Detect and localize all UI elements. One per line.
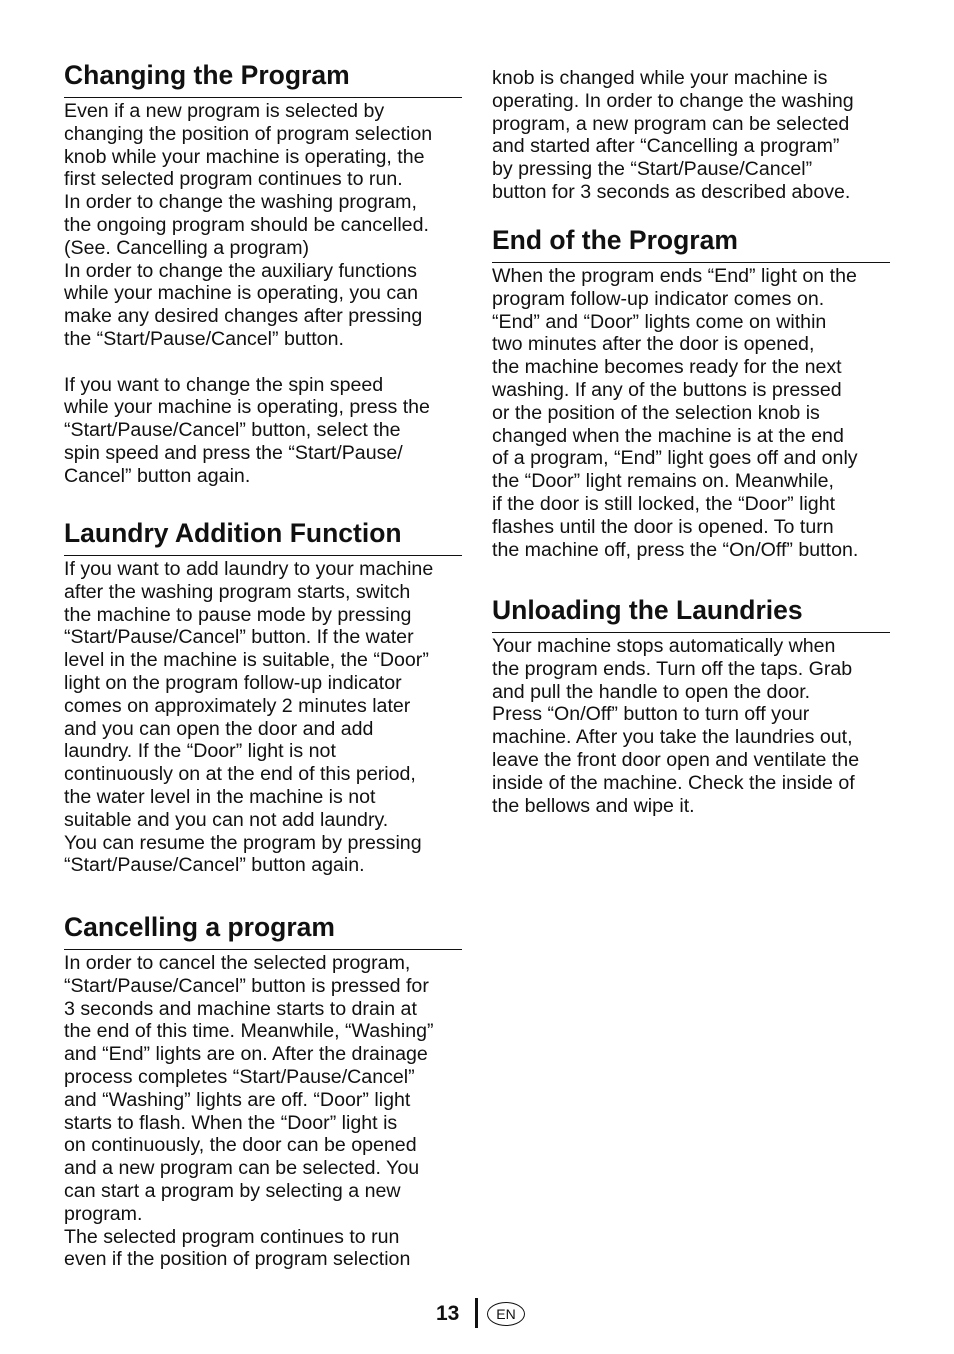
text-line: changing the position of program selection xyxy=(64,122,433,145)
text-line: of a program, “End” light goes off and only xyxy=(492,447,858,470)
text-line: even if the position of program selection xyxy=(64,1248,411,1271)
text-line: can start a program by selecting a new xyxy=(64,1179,401,1202)
paragraph-gap xyxy=(64,351,462,374)
text-line: operating. In order to change the washing xyxy=(492,89,854,112)
text-line: changed when the machine is at the end xyxy=(492,424,844,447)
text-line: by pressing the “Start/Pause/Cancel” xyxy=(492,158,813,181)
section-title: Unloading the Laundries xyxy=(492,595,890,633)
text-line: “Start/Pause/Cancel” button is pressed for xyxy=(64,974,429,997)
text-line: If you want to add laundry to your machine xyxy=(64,558,434,580)
text-line: program. xyxy=(64,1202,143,1225)
text-line: continuously on at the end of this period, xyxy=(64,763,416,786)
section-body xyxy=(64,952,462,1271)
text-line: laundry. If the “Door” light is not xyxy=(64,740,336,763)
text-line: “Start/Pause/Cancel” button again. xyxy=(64,854,365,877)
text-line: “Start/Pause/Cancel” button, select the xyxy=(64,419,401,442)
section-continuation xyxy=(492,65,890,204)
text-line: the “Start/Pause/Cancel” button. xyxy=(64,327,344,350)
text-line: the machine becomes ready for the next xyxy=(492,356,842,379)
text-line: program follow-up indicator comes on. xyxy=(492,287,825,310)
text-line: When the program ends “End” light on the xyxy=(492,265,857,287)
text-line: if the door is still locked, the “Door” light xyxy=(492,492,836,515)
text-line: button for 3 seconds as described above. xyxy=(492,180,851,203)
text-line: In order to change the auxiliary functions xyxy=(64,259,417,282)
text-line: knob while your machine is operating, the xyxy=(64,145,425,168)
text-line: and pull the handle to open the door. xyxy=(492,680,811,703)
text-line: or the position of the selection knob is xyxy=(492,401,820,424)
section-body xyxy=(492,635,890,817)
section-title: End of the Program xyxy=(492,225,890,263)
text-line: on continuously, the door can be opened xyxy=(64,1134,417,1157)
section-body xyxy=(64,558,462,877)
text-line: 3 seconds and machine starts to drain at xyxy=(64,997,417,1020)
text-line: after the washing program starts, switch xyxy=(64,580,411,603)
text-line: leave the front door open and ventilate the xyxy=(492,748,860,771)
text-line: and you can open the door and add xyxy=(64,717,374,740)
text-line: “End” and “Door” lights come on within xyxy=(492,310,827,333)
text-line: the ongoing program should be cancelled. xyxy=(64,213,429,236)
text-line: knob is changed while your machine is xyxy=(492,67,828,89)
text-line: the bellows and wipe it. xyxy=(492,794,695,817)
text-line: the “Door” light remains on. Meanwhile, xyxy=(492,470,834,493)
text-line: “Start/Pause/Cancel” button. If the water xyxy=(64,626,414,649)
footer-divider xyxy=(475,1298,478,1328)
section-laundry-addition-function xyxy=(64,518,462,877)
section-title: Changing the Program xyxy=(64,60,462,98)
text-line: inside of the machine. Check the inside of xyxy=(492,771,855,794)
section-body xyxy=(64,100,462,488)
text-line: washing. If any of the buttons is pressed xyxy=(492,378,842,401)
section-body xyxy=(492,67,890,204)
text-line: first selected program continues to run. xyxy=(64,168,403,191)
text-line: starts to flash. When the “Door” light is xyxy=(64,1111,398,1134)
text-line: The selected program continues to run xyxy=(64,1225,400,1248)
text-line: the machine to pause mode by pressing xyxy=(64,603,412,626)
section-end-of-the-program xyxy=(492,225,890,561)
section-title: Laundry Addition Function xyxy=(64,518,462,556)
section-title: Cancelling a program xyxy=(64,912,462,950)
text-line: process completes “Start/Pause/Cancel” xyxy=(64,1065,415,1088)
section-cancelling-a-program xyxy=(64,912,462,1271)
text-line: make any desired changes after pressing xyxy=(64,305,423,328)
text-line: machine. After you take the laundries out, xyxy=(492,726,853,749)
text-line: You can resume the program by pressing xyxy=(64,831,422,854)
text-line: suitable and you can not add laundry. xyxy=(64,808,389,831)
text-line: Your machine stops automatically when xyxy=(492,635,836,657)
text-line: two minutes after the door is opened, xyxy=(492,333,815,356)
text-line: the machine off, press the “On/Off” button. xyxy=(492,538,859,561)
text-line: Even if a new program is selected by xyxy=(64,100,385,122)
text-line: comes on approximately 2 minutes later xyxy=(64,694,411,717)
text-line: and “Washing” lights are off. “Door” light xyxy=(64,1088,411,1111)
text-line: Cancel” button again. xyxy=(64,464,251,487)
text-line: spin speed and press the “Start/Pause/ xyxy=(64,441,403,464)
page-number: 13 xyxy=(436,1302,460,1325)
text-line: and a new program can be selected. You xyxy=(64,1157,420,1180)
text-line: while your machine is operating, you can xyxy=(64,282,418,305)
text-line: light on the program follow-up indicator xyxy=(64,671,402,694)
text-line: Press “On/Off” button to turn off your xyxy=(492,703,810,726)
section-unloading-the-laundries xyxy=(492,595,890,817)
text-line: and “End” lights are on. After the drainage xyxy=(64,1043,428,1066)
text-line: flashes until the door is opened. To turn xyxy=(492,515,834,538)
language-badge: EN xyxy=(487,1302,525,1326)
text-line: program, a new program can be selected xyxy=(492,112,850,135)
text-line: and started after “Cancelling a program” xyxy=(492,135,840,158)
text-line: while your machine is operating, press the xyxy=(64,396,430,419)
section-changing-the-program xyxy=(64,60,462,488)
text-line: the water level in the machine is not xyxy=(64,785,376,808)
text-line: level in the machine is suitable, the “Door” xyxy=(64,649,429,672)
text-line: (See. Cancelling a program) xyxy=(64,236,310,259)
text-line: If you want to change the spin speed xyxy=(64,373,384,396)
text-line: In order to cancel the selected program, xyxy=(64,952,411,974)
section-body xyxy=(492,265,890,561)
text-line: In order to change the washing program, xyxy=(64,191,417,214)
text-line: the program ends. Turn off the taps. Grab xyxy=(492,657,853,680)
text-line: the end of this time. Meanwhile, “Washing” xyxy=(64,1020,434,1043)
